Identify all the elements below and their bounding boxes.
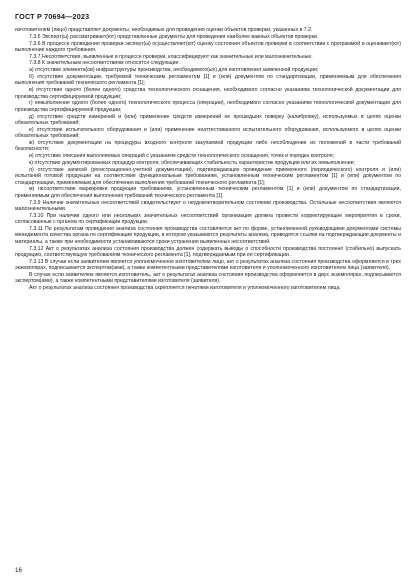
paragraph: л) отсутствие записей (регистрационно-учетной документации), подтверждающих проведение приемочного (периодического) контроля и (или) испытаний готовой продукции на соответствие функциональным требованиям, установленным техническим регламентом [1] и (или) документом по стандартизации, применяемым для обеспечения выполнения требований технического регламента [1]; bbox=[15, 166, 401, 186]
paragraph: е) отсутствие испытательного оборудования и (или) применение неаттестованного испытательного оборудования, используемого в целях оценки обязательных требований; bbox=[15, 126, 401, 140]
document-header: ГОСТ Р 70694—2023 bbox=[15, 12, 90, 21]
paragraph: 7.3.5 Эксперт(ы) рассматривает(ют) представленные документы для проведения наиболее важных объектов проверки. bbox=[29, 33, 319, 40]
paragraph: м) несоответствие маркировки продукции требованиям, установленным техническим регламентом [1] и (или) документом по стандартизации, применяемым для обеспечения выполнения требований технического регламента [1]. bbox=[15, 186, 401, 199]
page-number: 16 bbox=[15, 567, 22, 574]
paragraph: 7.3.9 Наличие значительных несоответствий свидетельствует о неудовлетворительном состоянии производства. Остальные несоответствия являются малозначительными. bbox=[15, 199, 401, 212]
paragraph: 7.3.13 В случае если заявителем является уполномоченное изготовителем лицо, акт о результатах анализа состояния производства оформляется в трех экземплярах, подписывается экспертом(ами), а также компетентными представителями изготовителя и уполномоченного изготовителем лица (заявителя). bbox=[15, 258, 401, 272]
document-body bbox=[15, 27, 401, 292]
paragraph: Акт о результатах анализа состояния производства скрепляется печатями изготовителя и уполномоченного изготовителем лица. bbox=[29, 285, 341, 292]
paragraph: 7.3.8 К значительным несоответствиям относятся следующие: bbox=[29, 60, 180, 67]
paragraph: 7.3.7 Несоответствия, выявленные в процессе проверки, классифицируют как значительные или малозначительные. bbox=[29, 53, 313, 60]
paragraph: а) отсутствие элемента(ов) инфраструктуры производства, необходимого(ых) для изготовления заявленной продукции; bbox=[29, 67, 319, 74]
paragraph: в) отсутствие одного (более одного) средства технологического оснащения, необходимого согласно указаниям технологической документации для производства сертифицируемой продукции; bbox=[15, 87, 401, 100]
paragraph: г) невыполнение одного (более одного) технологического процесса (операции), необходимого согласно указаниям технологической документации для производства сертифицируемой продукции; bbox=[15, 100, 401, 113]
paragraph: б) отсутствие документации, требуемой техническим регламентом [1] и (или) документом по стандартизации, применяемым для обеспечения выполнения требований технического регламента [1]; bbox=[15, 73, 401, 87]
paragraph: 7.3.12 Акт о результатах анализа состояния производства должен содержать выводы о способности производства постоянно (стабильно) выпускать продукцию, соответствующую требованиям технического регламента [1], подтверждаемым при ее сертификации. bbox=[15, 245, 401, 259]
paragraph: 7.3.11 По результатам проведения анализа состояния производства составляется акт по форме, установленной руководящими документами системы менеджмента качества органа по сертификации продукции, в котором указываются результаты анализа, приводятся ссылки на подтверждающие документы и материалы, а также при необходимости устанавливаются сроки устранения выявленных несоответствий. bbox=[15, 225, 401, 245]
paragraph: ж) отсутствие документации на процедуры входного контроля закупаемой продукции либо несоблюдение их положений в части требований безопасности; bbox=[15, 139, 401, 153]
paragraph: 7.3.10 При наличии одного или нескольких значительных несоответствий организация должна провести корректирующие мероприятия в сроки, согласованные с органом по сертификации продукции. bbox=[15, 212, 401, 226]
paragraph: и) отсутствие описания выполняемых операций с указанием средств технологического оснащения, точек и порядка контроля; bbox=[29, 153, 334, 160]
paragraph: 7.3.6 В процессе проведения проверки эксперт(ы) осуществляет(ют) оценку состояния объектов проверки в соответствии с программой и оценивает(ют) выполнение каждого требования. bbox=[15, 40, 401, 53]
paragraph: В случае если заявителем является изготовитель, акт о результатах анализа состояния производства оформляется в двух экземплярах, подписывается экспертом(ами), а также компетентными представителями изготовителя (заявителя). bbox=[15, 272, 401, 285]
paragraph: к) отсутствие документированных процедур контроля, обеспечивающих стабильность характеристик продукции или их невыполнение; bbox=[29, 159, 356, 166]
paragraph: изготовителем (лицо) представляет документы, необходимые для проведения оценки объектов проверки, указанных в 7.2. bbox=[15, 27, 313, 33]
paragraph: д) отсутствие средств измерений и (или) применение средств измерений не прошедших поверку (калибровку), используемых в целях оценки обязательных требований; bbox=[15, 113, 401, 127]
